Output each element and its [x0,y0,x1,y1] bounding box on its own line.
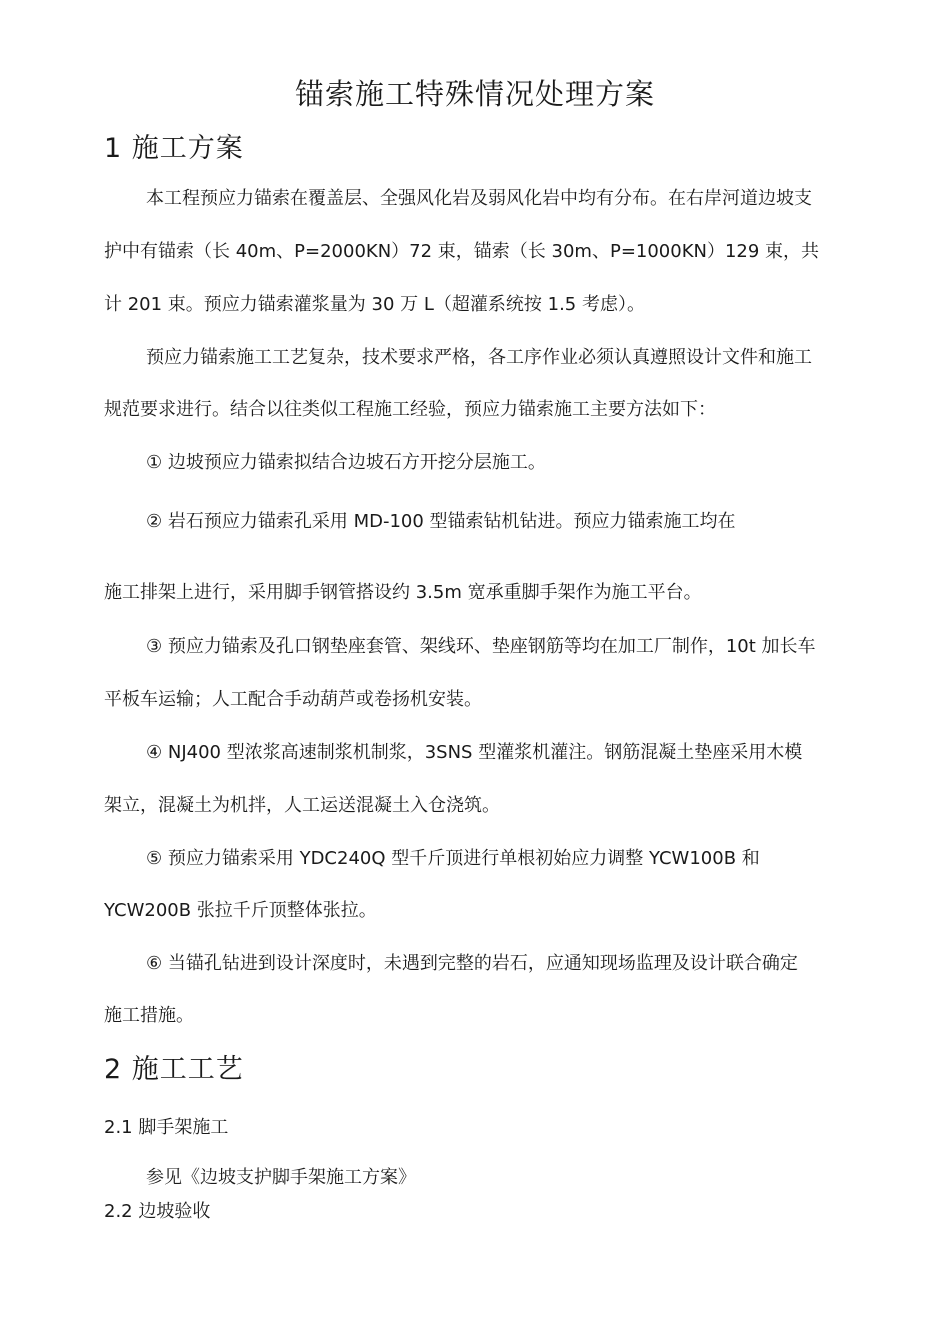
subsection-2-1-heading: 2.1 脚手架施工 [104,1117,229,1138]
list-item: ③ 预应力锚索及孔口钢垫座套管、架线环、垫座钢筋等均在加工厂制作，10t 加长车 [146,636,816,657]
list-item: ② 岩石预应力锚索孔采用 MD-100 型锚索钻机钻进。预应力锚索施工均在 [146,511,736,532]
document-title: 锚索施工特殊情况处理方案 [294,77,655,111]
list-item-continuation: YCW200B 张拉千斤顶整体张拉。 [104,900,377,921]
section-1-heading: 1 施工方案 [104,133,244,164]
section-2-heading: 2 施工工艺 [104,1054,244,1085]
paragraph-line: 计 201 束。预应力锚索灌浆量为 30 万 L（超灌系统按 1.5 考虑）。 [104,294,645,315]
subsection-2-1-text: 参见《边坡支护脚手架施工方案》 [146,1167,416,1188]
list-item-continuation: 架立，混凝土为机拌，人工运送混凝土入仓浇筑。 [104,795,500,816]
paragraph-line: 本工程预应力锚索在覆盖层、全强风化岩及弱风化岩中均有分布。在右岸河道边坡支 [146,188,812,209]
paragraph-line: 规范要求进行。结合以往类似工程施工经验，预应力锚索施工主要方法如下： [104,399,716,420]
list-item: ⑥ 当锚孔钻进到设计深度时，未遇到完整的岩石，应通知现场监理及设计联合确定 [146,953,798,974]
list-item-continuation: 施工排架上进行，采用脚手钢管搭设约 3.5m 宽承重脚手架作为施工平台。 [104,582,702,603]
list-item-continuation: 施工措施。 [104,1005,194,1026]
paragraph-line: 预应力锚索施工工艺复杂，技术要求严格，各工序作业必须认真遵照设计文件和施工 [146,347,812,368]
list-item: ① 边坡预应力锚索拟结合边坡石方开挖分层施工。 [146,452,546,473]
subsection-2-2-heading: 2.2 边坡验收 [104,1201,211,1222]
list-item: ④ NJ400 型浓浆高速制浆机制浆，3SNS 型灌浆机灌注。钢筋混凝土垫座采用木模 [146,742,803,763]
list-item: ⑤ 预应力锚索采用 YDC240Q 型千斤顶进行单根初始应力调整 YCW100B 和 [146,848,760,869]
paragraph-line: 护中有锚索（长 40m、P=2000KN）72 束，锚索（长 30m、P=1000KN）129 束，共 [104,241,820,262]
list-item-continuation: 平板车运输；人工配合手动葫芦或卷扬机安装。 [104,689,482,710]
